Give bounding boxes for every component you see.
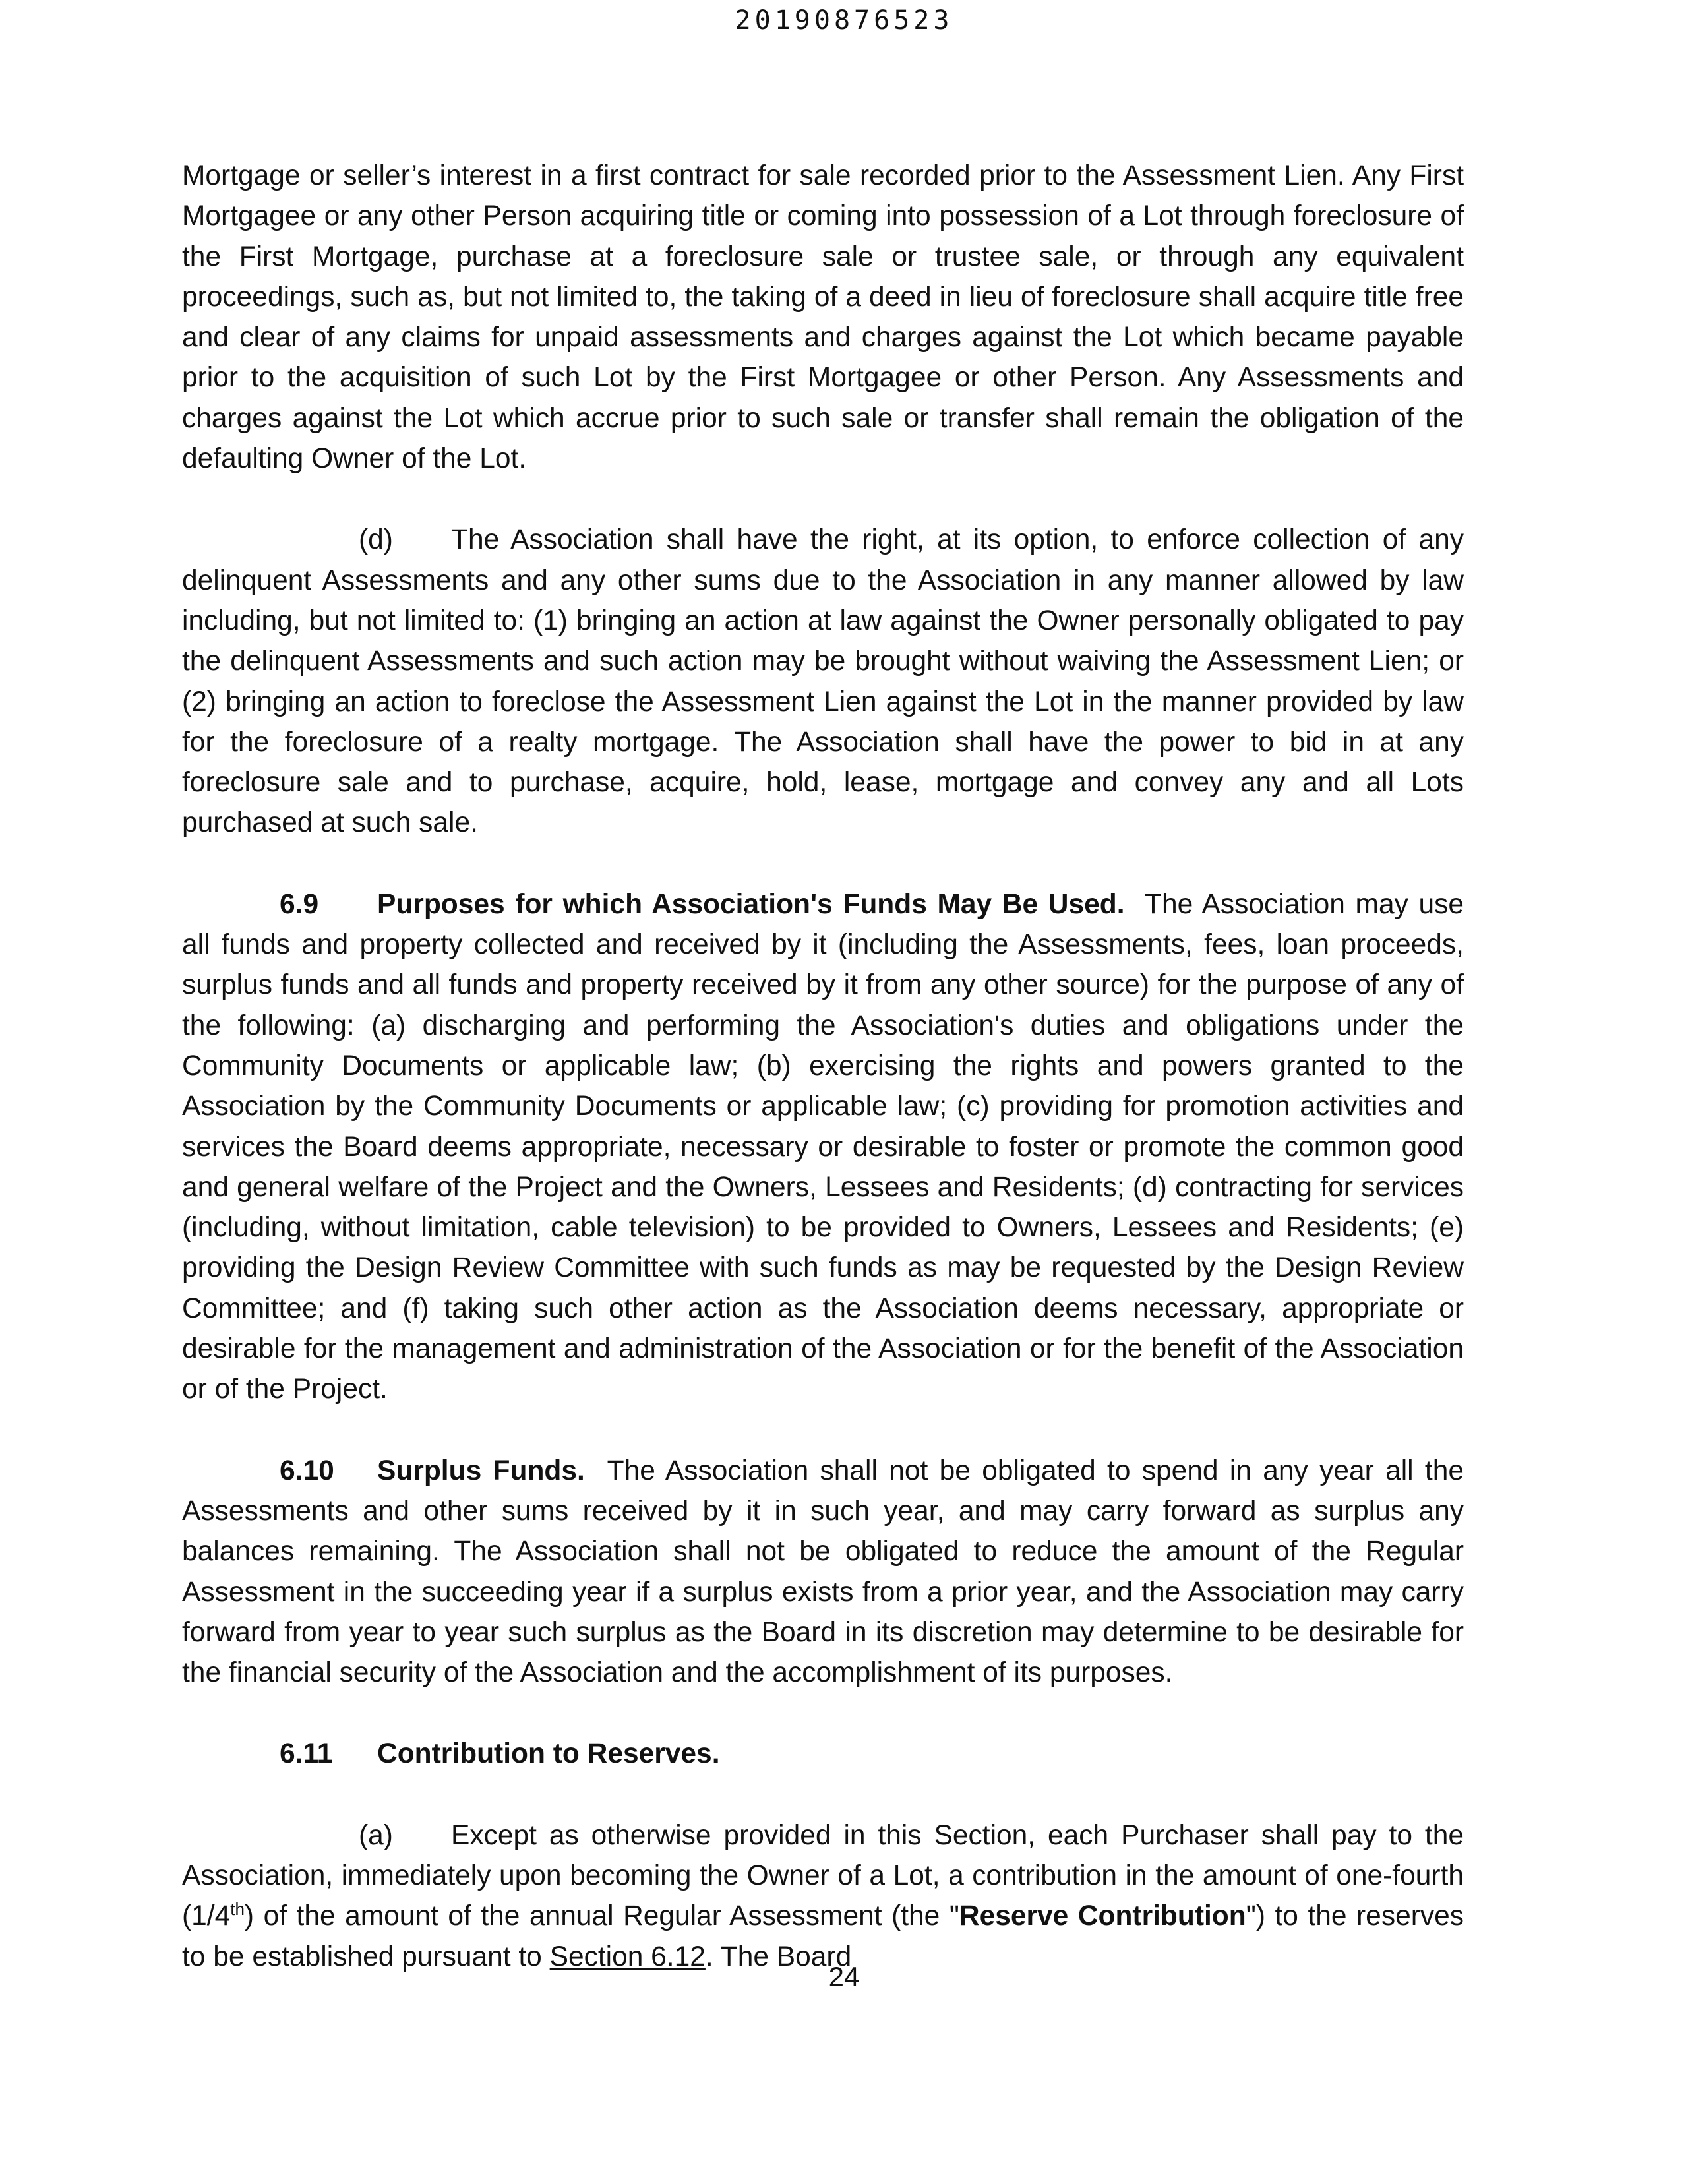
paragraph-subsection-a: [182, 1815, 1464, 1977]
defined-term-reserve-contribution: Reserve Contribution: [959, 1900, 1246, 1932]
paragraph-gap: [182, 1693, 1464, 1734]
section-title-6-9: Purposes for which Association's Funds May Be Used.: [377, 888, 1125, 920]
paragraph-subsection-d: [182, 520, 1464, 843]
section-title-6-10: Surplus Funds.: [377, 1455, 585, 1486]
paragraph-gap: [182, 1774, 1464, 1815]
paragraph-continuation: Mortgage or seller’s interest in a first contract for sale recorded prior to the Assessment Lien. Any First Mortgagee or any other Person acquiring title or coming into possession of a Lot through foreclosure of the First Mortgage, purchase at a foreclosure sale or trustee sale, or through any equivalent proceedings, such as, but not limited to, the taking of a deed in lieu of foreclosure shall acquire title free and clear of any claims for unpaid assessments and charges against the Lot which became payable prior to the acquisition of such Lot by the First Mortgagee or other Person. Any Assessments and charges against the Lot which accrue prior to such sale or transfer shall remain the obligation of the defaulting Owner of the Lot.: [182, 160, 1464, 475]
section-body-6-9: The Association may use all funds and property collected and received by it (including the Assessments, fees, loan proceeds, surplus funds and all funds and property received by it from any other source) for the purpose of any of the following: (a) discharging and performing the Association's duties and obligations under the Community Documents or applicable law; (b) exercising the rights and powers granted to the Association by the Community Documents or applicable law; (c) providing for promotion activities and services the Board deems appropriate, necessary or desirable to foster or promote the common good and general welfare of the Project and the Owners, Lessees and Residents; (d) contracting for services (including, without limitation, cable television) to be provided to Owners, Lessees and Residents; (e) providing the Design Review Committee with such funds as may be requested by the Design Review Committee; and (f) taking such other action as the Association deems necessary, appropriate or desirable for the management and administration of the Association or for the benefit of the Association or of the Project.: [182, 888, 1464, 1405]
section-number-6-10: 6.10: [280, 1455, 334, 1486]
document-number: 20190876523: [735, 5, 953, 36]
section-body-6-10: The Association shall not be obligated to spend in any year all the Assessments and other sums received by it in such year, and may carry forward as surplus any balances remaining. The Association shall not be obligated to reduce the amount of the Regular Assessment in the succeeding year if a surplus exists from a prior year, and the Association may carry forward from year to year such surplus as the Board in its discretion may determine to be desirable for the financial security of the Association and the accomplishment of its purposes.: [182, 1455, 1464, 1689]
subsection-label-d: (d): [359, 524, 393, 556]
paragraph-gap: [182, 843, 1464, 884]
subsection-label-a: (a): [359, 1819, 393, 1851]
section-6-12-reference: Section 6.12: [549, 1941, 706, 1972]
section-number-6-11: 6.11: [280, 1738, 333, 1770]
ordinal-superscript: th: [230, 1899, 245, 1920]
document-body: [182, 156, 1464, 1977]
subsection-a-text-4: . The Board: [705, 1941, 852, 1972]
paragraph-gap: [182, 479, 1464, 520]
section-6-9: [182, 884, 1464, 1410]
section-number-6-9: 6.9: [280, 888, 319, 920]
subsection-a-text-2: ) of the amount of the annual Regular Assessment (the ": [244, 1900, 959, 1932]
page-number: 24: [828, 1961, 860, 1992]
subsection-a-text-3: ") to the reserves to be established pursuant to: [182, 1900, 1464, 1972]
section-6-11-heading: [182, 1734, 1464, 1774]
subsection-a-text-1: Except as otherwise provided in this Section, each Purchaser shall pay to the Association, immediately upon becoming the Owner of a Lot, a contribution in the amount of one-fourth (1/4: [182, 1819, 1464, 1932]
paragraph-gap: [182, 1410, 1464, 1451]
section-title-6-11: Contribution to Reserves.: [377, 1738, 720, 1770]
subsection-d-text: The Association shall have the right, at its option, to enforce collection of any delinquent Assessments and any other sums due to the Association in any manner allowed by law including, but not limited to: (1) bringing an action at law against the Owner personally obligated to pay the delinquent Assessments and such action may be brought without waiving the Assessment Lien; or (2) bringing an action to foreclose the Assessment Lien against the Lot in the manner provided by law for the foreclosure of a realty mortgage. The Association shall have the power to bid in at any foreclosure sale and to purchase, acquire, hold, lease, mortgage and convey any and all Lots purchased at such sale.: [182, 524, 1464, 839]
section-6-10: [182, 1451, 1464, 1693]
